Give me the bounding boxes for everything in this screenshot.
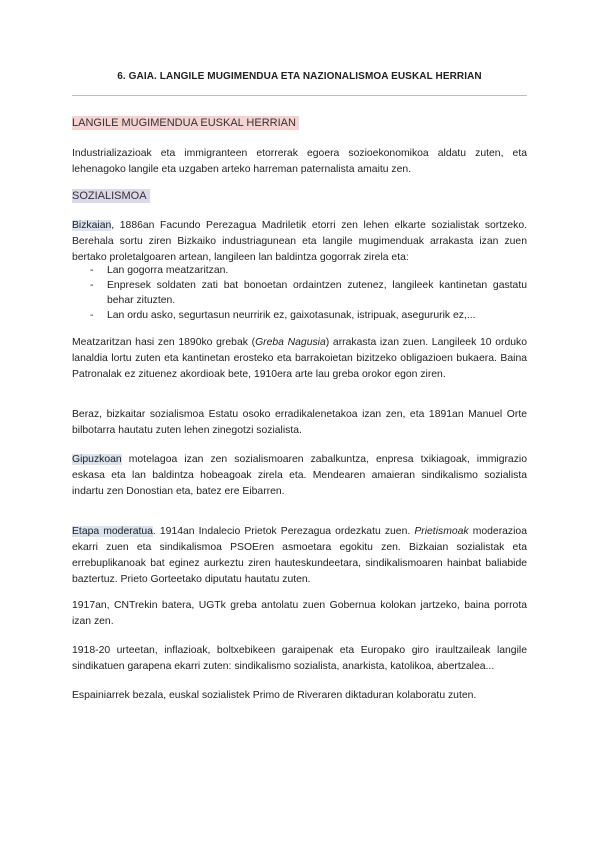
meatzaritza-text-2: ) arrakasta izan zuen. Langileek 10 orduko lanaldia lortu zuten eta kantinetan erosteko eta barrakoietan bizitzeko obligazioen bukaera. Baina Patronalak ez zituenez akordioak bete, 1910era arte lau greba orokor egon ziren. (72, 337, 527, 380)
etapa-moderatua-paragraph (72, 524, 527, 588)
gipuzkoa-highlight: Gipuzkoan (72, 454, 122, 465)
gipuzkoa-paragraph (72, 452, 527, 500)
espainia-paragraph: Espainiarrek bezala, euskal sozialistek Primo de Riveraren diktaduran kolaboratu zuten. (72, 690, 477, 701)
list-item-text: Enpresek soldaten zati bat bonoetan ordaintzen zutenez, langileek kantinetan gastatu behar zituzten. (107, 280, 527, 306)
section-heading-sozialismoa: SOZIALISMOA (72, 189, 150, 203)
etapa-moderatua-highlight: Etapa moderatua (72, 526, 153, 537)
page-title: 6. GAIA. LANGILE MUGIMENDUA ETA NAZIONALISMOA EUSKAL HERRIAN (117, 71, 482, 82)
title-divider (72, 95, 527, 96)
list-item: - Lan gogorra meatzaritzan. (90, 265, 229, 276)
intro-paragraph: Industrializazioak eta immigranteen etorrerak egoera sozioekonomikoa aldatu zuten, eta lehenagoko langile eta uzgaben arteko harreman paternalista amaitu zen. (72, 148, 527, 175)
etapa-text-2: moderazioa ekarri zuen eta sindikalismoa PSOEren asmoetara egokitu zen. Bizkaian sozialistak eta errebuplikanoak bat eginez aurkeztu ziren hauteskundeetara, sindikalismoaren hainbat baliabide baztertuz. Prieto Gorteetako diputatu hautatu zuten. (72, 526, 527, 585)
greba-nagusia-term: Greba Nagusia (255, 337, 326, 348)
meatzaritza-text-1: Meatzaritzan hasi zen 1890ko grebak ( (72, 337, 256, 348)
beraz-paragraph: Beraz, bizkaitar sozialismoa Estatu osoko erradikalenetakoa izan zen, eta 1891an Manuel Orte bilbotarra hautatu zuten lehen zinegotzi sozialista. (72, 409, 527, 436)
bizkaia-text: , 1886an Facundo Perezagua Madriletik etorri zen lehen elkarte sozialistak sortzeko. Berehala sortu ziren Bizkaiko industriagunean eta langile mugimenduak arrakasta izan zuen bertako proletalgoaren artean, langileen lan baldintza gogorrak zirela eta: (72, 220, 527, 263)
list-item: - Lan ordu asko, segurtasun neurririk ez, gaixotasunak, istripuak, asegururik ez,... (90, 310, 476, 321)
conditions-list (72, 263, 527, 323)
etapa-text-1: . 1914an Indalecio Prietok Perezagua ordezkatu zuen. (152, 526, 415, 537)
prietismoak-term: Prietismoak (414, 526, 469, 537)
section-heading-langile-mugimendua: LANGILE MUGIMENDUA EUSKAL HERRIAN (72, 116, 299, 130)
list-item: - Enpresek soldaten zati bat bonoetan ordaintzen zutenez, langileek kantinetan gastatu behar zituzten. (90, 280, 527, 306)
gipuzkoa-text: motelagoa izan zen sozialismoaren zabalkuntza, enpresa txikiagoak, immigrazio eskasa eta lan baldintza hobeagoak zirela eta. Mendearen amaieran sindikalismo sozialista indartu zen Donostian eta, batez ere Eibarren. (72, 454, 527, 497)
meatzaritza-paragraph (72, 335, 527, 383)
p1917-paragraph: 1917an, CNTrekin batera, UGTk greba antolatu zuen Gobernua kolokan jartzeko, baina porrota izan zen. (72, 600, 527, 627)
p1918-paragraph: 1918-20 urteetan, inflazioak, boltxebikeen garaipenak eta Europako giro iraultzaileak langile sindikatuen garapena ekarri zuten: sindikalismo sozialista, anarkista, katolikoa, abertzalea... (72, 645, 527, 672)
list-item-text: Lan gogorra meatzaritzan. (107, 265, 229, 276)
bizkaia-highlight: Bizkaian (72, 220, 112, 231)
bizkaia-paragraph (72, 218, 527, 266)
list-item-text: Lan ordu asko, segurtasun neurririk ez, gaixotasunak, istripuak, asegururik ez,... (107, 310, 476, 321)
